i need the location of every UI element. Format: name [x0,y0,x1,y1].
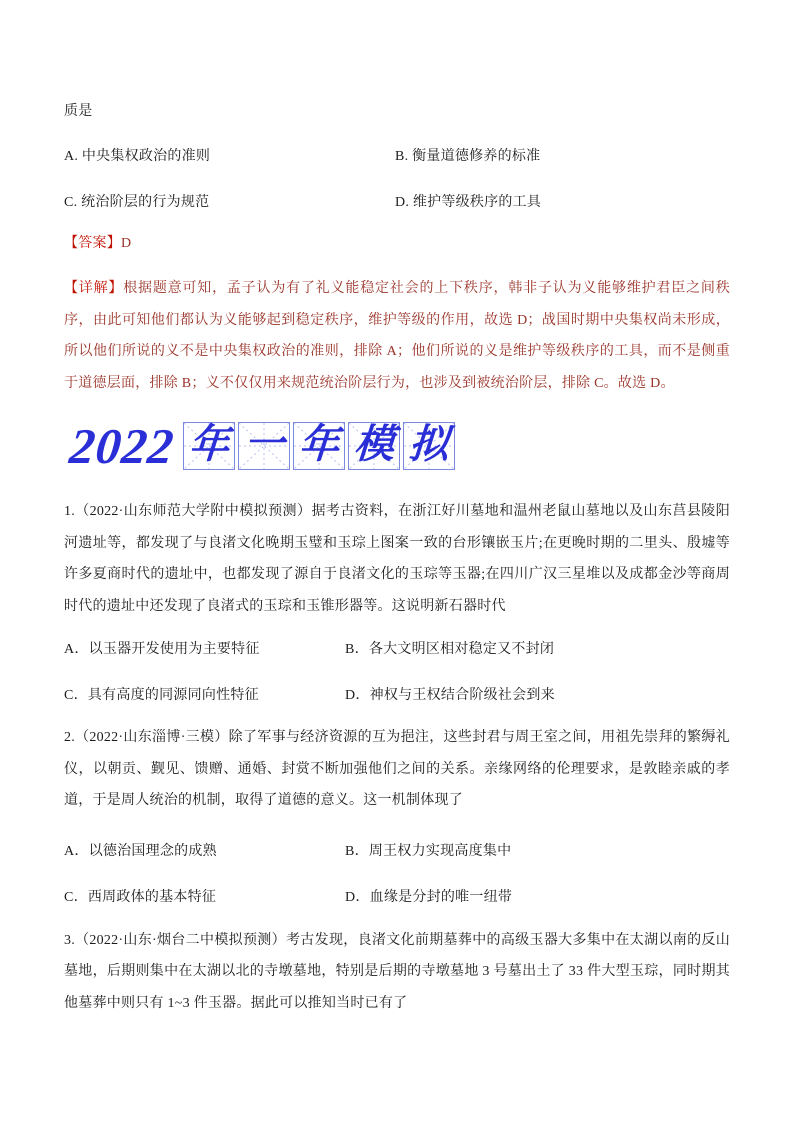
explanation-paragraph [64,273,730,399]
answer-value: D [121,236,132,251]
banner-year-text: 2022 [67,418,177,474]
banner-char: 年 [297,420,341,468]
carryover-text: 质是 [64,104,93,119]
answer-label: 【答案】 [64,236,121,251]
question-1-option-a: A．以玉器开发使用为主要特征 [64,642,260,657]
banner-char: 模 [352,420,396,468]
banner-grid-box [403,422,455,470]
explanation-text: 根据题意可知，孟子认为有了礼义能稳定社会的上下秩序，韩非子认为义能够维护君臣之间秩序，由此可知他们都认为义能够起到稳定秩序，维护等级的作用，故选 D；战国时期中央集权尚未形成，所以他们所说的义不是中央集权政治的准则，排除 A；他们所说的义是维护等级秩序的工具，而不是侧重于道德层面，排除 B；义不仅仅用来规范统治阶层行为，也涉及到被统治阶层，排除 C。故选 D。 [64,281,730,391]
question-2-options [64,836,730,914]
question-1-options [64,634,730,712]
banner-char: 年 [187,420,231,468]
question-3-text: 3.（2022·山东·烟台二中模拟预测）考古发现，良渚文化前期墓葬中的高级玉器大多集中在太湖以南的反山墓地，后期则集中在太湖以北的寺墩墓地，特别是后期的寺墩墓地 3 号墓出土了 33 件大型玉琮，同时期其他墓葬中则只有 1~3 件玉器。据此可以推知当时已有了 [64,932,730,1011]
question-2-text: 2.（2022·山东淄博·三模）除了军事与经济资源的互为挹注，这些封君与周王室之间，用祖先崇拜的繁缛礼仪，以朝贡、觐见、馈赠、通婚、封赏不断加强他们之间的关系。亲缘网络的伦理要求，是敦睦亲戚的孝道，于是周人统治的机制，取得了道德的意义。这一机制体现了 [64,730,730,808]
explanation-label: 【详解】 [64,281,124,296]
question-2-option-c: C．西周政体的基本特征 [64,889,217,905]
question-1-text: 1.（2022·山东师范大学附中模拟预测）据考古资料，在浙江好川墓地和温州老鼠山墓地以及山东莒县陵阳河遗址等，都发现了与良渚文化晚期玉璧和玉琮上图案一致的台形镶嵌玉片;在更晚时期的二里头、殷墟等许多夏商时代的遗址中，也都发现了源自于良渚文化的玉琮等玉器;在四川广汉三星堆以及成都金沙等商周时代的遗址中还发现了良渚式的玉琮和玉锥形器等。这说明新石器时代 [64,504,730,614]
intro-option-a: A. 中央集权政治的准则 [64,149,211,164]
banner-char: 一 [242,420,286,468]
banner-grid-box [238,422,290,470]
question-2-option-b: B．周王权力实现高度集中 [345,843,512,859]
intro-option-d: D. 维护等级秩序的工具 [395,195,542,210]
question-1-option-b: B．各大文明区相对稳定又不封闭 [345,642,555,657]
intro-option-c: C. 统治阶层的行为规范 [64,195,210,210]
banner-grid-box [348,422,400,470]
banner-grid-box [293,422,345,470]
banner-char: 拟 [407,420,451,468]
question-2-option-d: D．血缘是分封的唯一纽带 [345,889,513,905]
intro-question-options [64,141,730,219]
question-1-option-c: C．具有高度的同源同向性特征 [64,688,259,703]
mock-exam-banner [67,418,730,474]
intro-option-b: B. 衡量道德修养的标准 [395,149,541,164]
question-2-option-a: A．以德治国理念的成熟 [64,843,217,859]
answer-line [64,228,730,260]
banner-grid-box [183,422,235,470]
question-1-option-d: D．神权与王权结合阶级社会到来 [345,688,555,703]
